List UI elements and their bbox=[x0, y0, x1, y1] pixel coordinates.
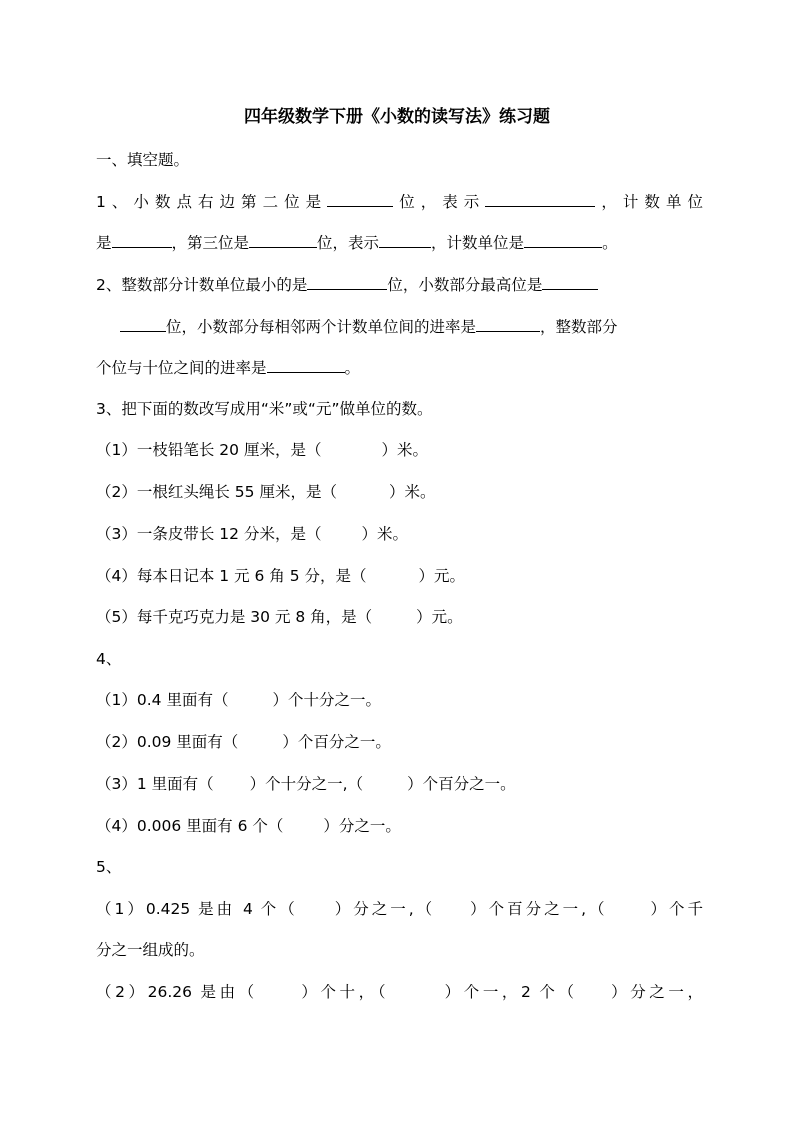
question-3-item-1 bbox=[96, 440, 428, 460]
question-5-item-1-continued: 分之一组成的。 bbox=[96, 941, 205, 959]
item-text: ）分之一。 bbox=[323, 817, 401, 835]
answer-blank[interactable] bbox=[267, 357, 345, 373]
question-1-text-f: 位，表示 bbox=[317, 234, 380, 252]
item-text: （3）一条皮带长 12 分米，是（ bbox=[96, 525, 322, 543]
item-text: （4）每本日记本 1 元 6 角 5 分，是（ bbox=[96, 567, 367, 585]
question-2-line-1 bbox=[96, 274, 598, 295]
question-1-line-1 bbox=[96, 191, 703, 212]
question-5-item-1 bbox=[96, 899, 703, 919]
question-2-text-e: 个位与十位之间的进率是 bbox=[96, 359, 267, 377]
item-text: ）个十分之一。 bbox=[272, 691, 381, 709]
item-text: ）米。 bbox=[388, 483, 436, 501]
item-text: （5）每千克巧克力是 30 元 8 角，是（ bbox=[96, 608, 373, 626]
answer-blank[interactable] bbox=[327, 191, 393, 207]
item-text: ）分之一,（ bbox=[331, 900, 436, 918]
question-5-heading: 5、 bbox=[96, 858, 122, 876]
question-4-item-3 bbox=[96, 774, 516, 794]
question-4-item-1 bbox=[96, 690, 381, 710]
question-1-text-d: 是 bbox=[96, 234, 112, 252]
question-2-text-b: 位，小数部分最高位是 bbox=[387, 276, 543, 294]
item-text: ）米。 bbox=[361, 525, 408, 543]
question-4-item-4 bbox=[96, 816, 401, 836]
answer-blank[interactable] bbox=[485, 191, 595, 207]
answer-blank[interactable] bbox=[476, 316, 540, 332]
question-3-item-3 bbox=[96, 524, 408, 544]
item-text: ）个一，2 个（ bbox=[441, 983, 578, 1001]
question-3-heading: 3、把下面的数改写成用“米”或“元”做单位的数。 bbox=[96, 400, 433, 418]
question-1-text-h: 。 bbox=[602, 234, 618, 252]
item-text: （1）一枝铅笔长 20 厘米，是（ bbox=[96, 441, 322, 459]
question-2-text-c: 位，小数部分每相邻两个计数单位间的进率是 bbox=[166, 318, 477, 336]
answer-blank[interactable] bbox=[542, 274, 598, 290]
page-title: 四年级数学下册《小数的读写法》练习题 bbox=[244, 107, 550, 127]
question-4-heading: 4、 bbox=[96, 650, 122, 668]
question-4-item-2 bbox=[96, 732, 391, 752]
question-2-line-2 bbox=[120, 316, 618, 337]
question-3-item-2 bbox=[96, 482, 435, 502]
item-text: ）个千 bbox=[647, 900, 703, 918]
section-heading-fill-blank: 一、填空题。 bbox=[96, 151, 190, 169]
item-text: （2）26.26 是由（ bbox=[96, 983, 258, 1001]
answer-blank[interactable] bbox=[120, 316, 166, 332]
question-1-text-a: 1、小数点右边第二位是 bbox=[96, 193, 328, 211]
item-text: （3）1 里面有（ bbox=[96, 775, 214, 793]
question-2-line-3 bbox=[96, 357, 360, 378]
item-text: （2）一根红头绳长 55 厘米，是（ bbox=[96, 483, 337, 501]
item-text: （1）0.425 是由 4 个（ bbox=[96, 900, 298, 918]
question-2-text-a: 2、整数部分计数单位最小的是 bbox=[96, 276, 308, 294]
item-text: ）元。 bbox=[418, 567, 466, 585]
answer-blank[interactable] bbox=[379, 232, 431, 248]
question-2-text-d: ，整数部分 bbox=[540, 318, 618, 336]
item-text: ）个百分之一。 bbox=[407, 775, 516, 793]
item-text: （4）0.006 里面有 6 个（ bbox=[96, 817, 284, 835]
answer-blank[interactable] bbox=[249, 232, 317, 248]
question-3-item-4 bbox=[96, 566, 465, 586]
item-text: ）个百分之一。 bbox=[282, 733, 391, 751]
item-text: ）米。 bbox=[381, 441, 428, 459]
question-1-text-e: ，第三位是 bbox=[171, 234, 250, 252]
item-text: ）个百分之一,（ bbox=[467, 900, 608, 918]
question-3-item-5 bbox=[96, 607, 463, 627]
question-1-text-c: ，计数单位 bbox=[595, 193, 703, 211]
item-text: ）分之一， bbox=[607, 983, 703, 1001]
answer-blank[interactable] bbox=[307, 274, 387, 290]
item-text: （2）0.09 里面有（ bbox=[96, 733, 239, 751]
item-text: （1）0.4 里面有（ bbox=[96, 691, 229, 709]
item-text: ）个十分之一,（ bbox=[249, 775, 364, 793]
question-5-item-2 bbox=[96, 982, 703, 1002]
question-2-text-f: 。 bbox=[344, 359, 361, 377]
question-1-line-2 bbox=[96, 232, 618, 253]
item-text: ）个十，（ bbox=[297, 983, 390, 1001]
answer-blank[interactable] bbox=[112, 232, 172, 248]
question-1-text-b: 位，表示 bbox=[393, 193, 486, 211]
question-1-text-g: ，计数单位是 bbox=[431, 234, 525, 252]
answer-blank[interactable] bbox=[524, 232, 602, 248]
item-text: ）元。 bbox=[416, 608, 463, 626]
